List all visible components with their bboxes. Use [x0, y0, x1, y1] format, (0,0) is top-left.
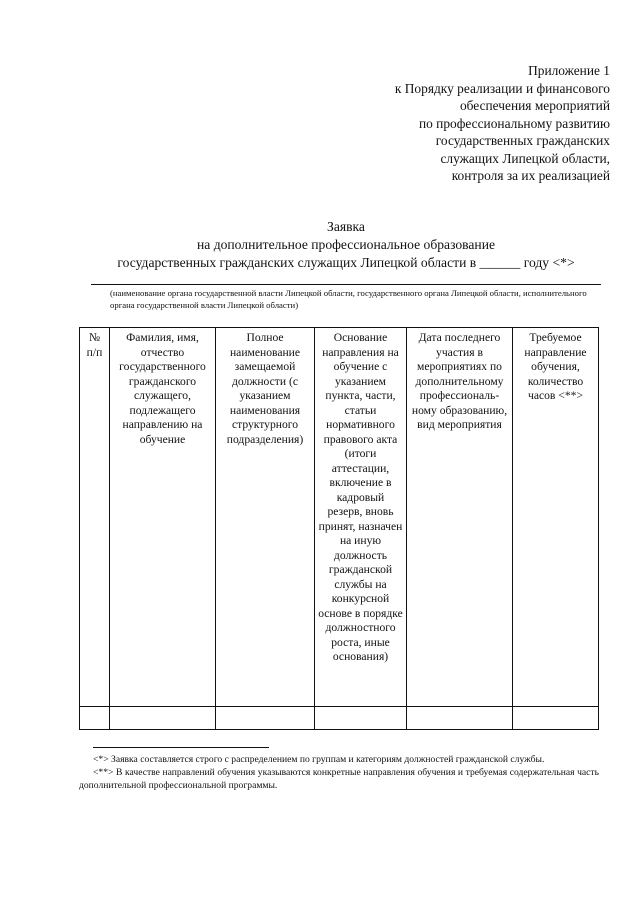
header-cell-last-training-date: Дата последнего участия в мероприятиях по дополнительному профессиональ-ному образованию, вид мероприятия — [407, 328, 513, 707]
footnote-1: <*> Заявка составляется строго с распределением по группам и категориям должностей гражданской службы. — [93, 754, 545, 765]
table-cell[interactable] — [110, 707, 216, 730]
table-cell[interactable] — [216, 707, 315, 730]
table-cell[interactable] — [407, 707, 513, 730]
organization-name-line — [91, 284, 601, 285]
table-row — [80, 707, 599, 730]
table-cell[interactable] — [315, 707, 407, 730]
header-cell-required-direction: Требуемое направление обучения, количество часов <**> — [513, 328, 599, 707]
title-line-3: государственных гражданских служащих Липецкой области в ______ году <*> — [117, 255, 575, 270]
appendix-header — [310, 62, 610, 185]
header-cell-position: Полное наименование замещаемой должности (с указанием наименования структурного подразделения) — [216, 328, 315, 707]
appendix-line: служащих Липецкой области, — [440, 150, 610, 166]
table-cell[interactable] — [513, 707, 599, 730]
request-table — [79, 327, 599, 730]
footnote-separator — [93, 747, 269, 748]
appendix-line: контроля за их реализацией — [451, 168, 610, 183]
appendix-line: к Порядку реализации и финансового — [394, 80, 610, 96]
header-cell-basis: Основание направления на обучение с указанием пункта, части, статьи нормативного правового акта (итоги аттестации, включение в кадровый резерв, вновь принят, назначен на иную должность гражданской службы на конкурсной основе в порядке должностного роста, иные основания) — [315, 328, 407, 707]
appendix-line: Приложение 1 — [528, 63, 610, 78]
title-line-1: Заявка — [327, 219, 365, 234]
header-cell-number: № п/п — [80, 328, 110, 707]
title-line-2: на дополнительное профессиональное образование — [196, 237, 496, 252]
table-cell[interactable] — [80, 707, 110, 730]
footnotes — [79, 753, 599, 792]
appendix-line: по профессиональному развитию — [418, 115, 610, 131]
header-cell-full-name: Фамилия, имя, отчество государственного гражданского служащего, подлежащего направлению на обучение — [110, 328, 216, 707]
footnote-2: <**> В качестве направлений обучения указываются конкретные направления обучения и требуемая содержательная часть дополнительной профессиональной программы. — [79, 767, 599, 791]
organization-caption: (наименование органа государственной власти Липецкой области, государственного органа Липецкой области, исполнительного органа государственной власти Липецкой области) — [110, 288, 587, 310]
document-title — [60, 218, 632, 272]
table-header-row — [80, 328, 599, 707]
appendix-line: обеспечения мероприятий — [459, 98, 610, 113]
appendix-line: государственных гражданских — [435, 133, 610, 148]
